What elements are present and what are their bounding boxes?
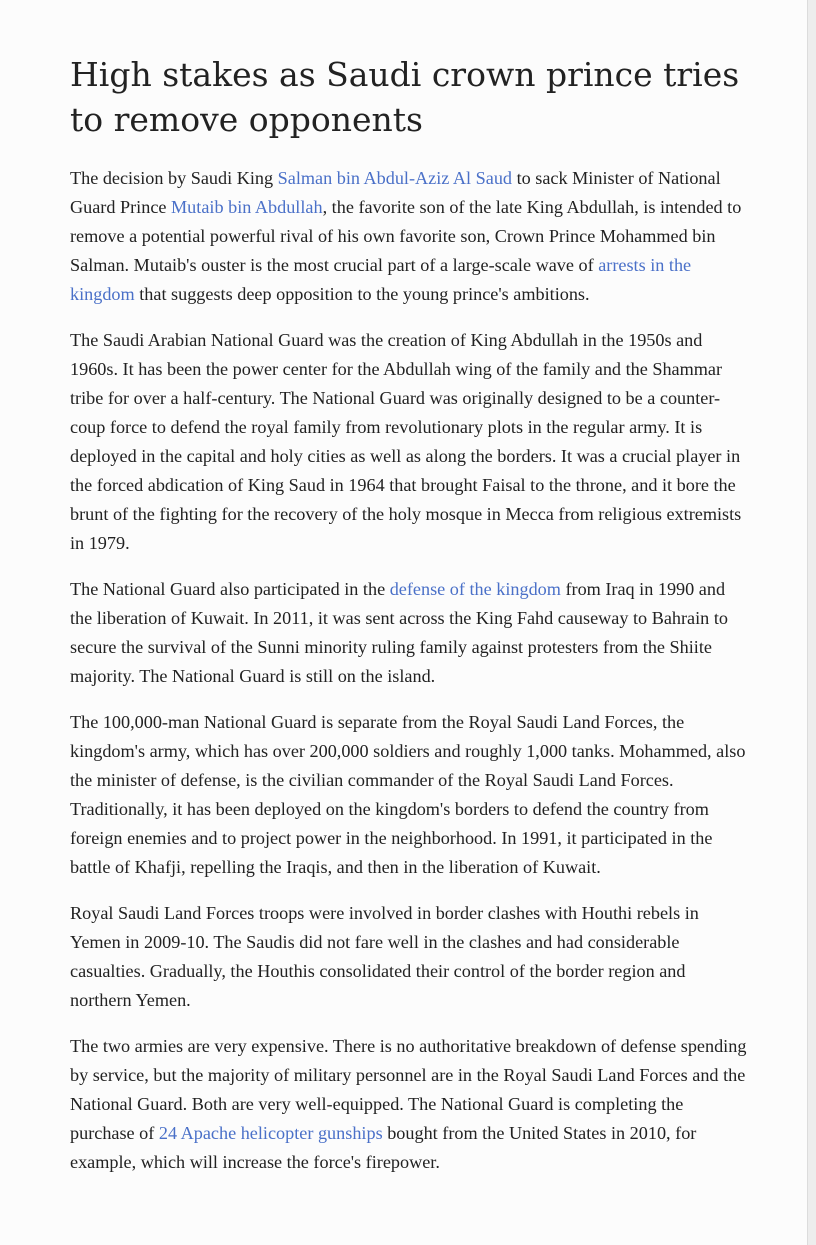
paragraph-3 (70, 575, 750, 691)
paragraph-text: The two armies are very expensive. There is no authoritative breakdown of defense spending by service, but the majority of military personnel are in the Royal Saudi Land Forces and the National Guard. Both are very well-equipped. The National Guard is completing the purchase of (70, 1036, 747, 1143)
link-salman-bin-abdul-aziz[interactable]: Salman bin Abdul-Aziz Al Saud (277, 168, 513, 188)
paragraph-6 (70, 1032, 750, 1177)
paragraph-text: , the favorite son of the late King Abdullah, is intended to remove a potential powerful rival of his own favorite son, Crown Prince Mohammed bin Salman. Mutaib's ouster is the most crucial part of a large-scale wave of (70, 197, 742, 275)
paragraph-text: bought from the United States in 2010, for example, which will increase the force's firepower. (70, 1123, 697, 1172)
paragraph-4: The 100,000-man National Guard is separate from the Royal Saudi Land Forces, the kingdom's army, which has over 200,000 soldiers and roughly 1,000 tanks. Mohammed, also the minister of defense, is the civilian commander of the Royal Saudi Land Forces. Traditionally, it has been deployed on the kingdom's borders to defend the country from foreign enemies and to project power in the neighborhood. In 1991, it participated in the battle of Khafji, repelling the Iraqis, and then in the liberation of Kuwait. (70, 712, 746, 877)
paragraph-2: The Saudi Arabian National Guard was the creation of King Abdullah in the 1950s and 1960s. It has been the power center for the Abdullah wing of the family and the Shammar tribe for over a half-century. The National Guard was originally designed to be a counter-coup force to defend the royal family from revolutionary plots in the regular army. It is deployed in the capital and holy cities as well as along the borders. It was a crucial player in the forced abdication of King Saud in 1964 that brought Faisal to the throne, and it bore the brunt of the fighting for the recovery of the holy mosque in Mecca from religious extremists in 1979. (70, 330, 742, 553)
paragraph-text: The National Guard also participated in the (70, 579, 390, 599)
link-mutaib-bin-abdullah[interactable]: Mutaib bin Abdullah (171, 197, 323, 217)
paragraph-text: The decision by Saudi King (70, 168, 278, 188)
vertical-scrollbar[interactable] (807, 0, 816, 1245)
link-24-apache-helicopter-gunships[interactable]: 24 Apache helicopter gunships (158, 1123, 383, 1143)
paragraph-text: to sack Minister of National Guard Prince (70, 168, 721, 217)
article (70, 52, 750, 1194)
paragraph-5: Royal Saudi Land Forces troops were involved in border clashes with Houthi rebels in Yemen in 2009-10. The Saudis did not fare well in the clashes and had considerable casualties. Gradually, the Houthis consolidated their control of the border region and northern Yemen. (70, 903, 699, 1010)
link-defense-of-the-kingdom[interactable]: defense of the kingdom (389, 579, 561, 599)
article-title: High stakes as Saudi crown prince tries to remove opponents (70, 55, 740, 139)
paragraph-1 (70, 164, 750, 309)
link-arrests-in-the-kingdom[interactable]: arrests in the kingdom (70, 255, 692, 304)
paragraph-text: that suggests deep opposition to the young prince's ambitions. (134, 284, 590, 304)
paragraph-text: from Iraq in 1990 and the liberation of Kuwait. In 2011, it was sent across the King Fahd causeway to Bahrain to secure the survival of the Sunni minority ruling family against protesters from the Shiite majority. The National Guard is still on the island. (70, 579, 728, 686)
